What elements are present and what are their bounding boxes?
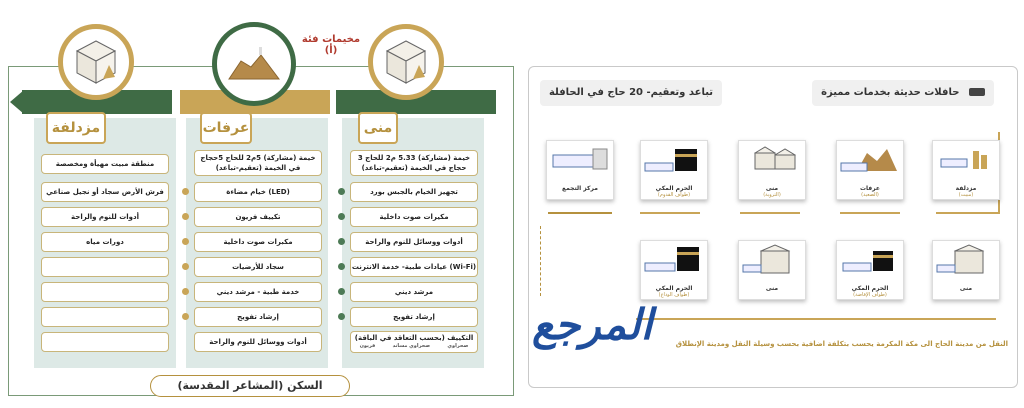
category-title-line2: (أ) [324, 45, 338, 56]
mina-item-8-label: التكييف (بحسب التعاقد في الباقة) [354, 334, 474, 342]
route-line [840, 212, 900, 214]
route-line [548, 212, 612, 214]
arafat-item-6: خدمة طبية - مرشد ديني [194, 282, 322, 302]
cube-tent-icon-2 [373, 29, 439, 95]
gathering-bus-icon [547, 141, 613, 181]
cube-tent-icon-3 [933, 241, 999, 281]
stop-haram-sub: (طواف القدوم) [657, 192, 691, 198]
muzdalifah-item-3: أدوات للنوم والراحة [41, 207, 169, 227]
dashed-connector [540, 226, 541, 296]
stop-gathering [546, 140, 614, 200]
muzdalifah-item-7 [41, 307, 169, 327]
mountain-bus-icon [837, 141, 903, 181]
cube-tent-icon [63, 29, 129, 95]
muzdalifah-item-6 [41, 282, 169, 302]
muzdalifah-item-2: فرش الأرض سجاد أو نجيل صناعي [41, 182, 169, 202]
dot [338, 288, 345, 295]
bus-header [812, 80, 994, 106]
stop-gathering-label: مركز التجمع [562, 185, 598, 192]
dot [338, 313, 345, 320]
route-line [740, 212, 800, 214]
muzdalifah-item-4: دورات مياه [41, 232, 169, 252]
stop-arafat-label: عرفات [859, 185, 881, 192]
category-title [296, 34, 366, 56]
mina-item-8 [350, 331, 478, 353]
header-muzdalifah [46, 112, 106, 144]
mina-item-8-sublabels [351, 342, 477, 350]
arafat-item-4: مكبرات صوت داخلية [194, 232, 322, 252]
stop-haram [640, 140, 708, 200]
kaaba-icon [641, 141, 707, 181]
dot [182, 238, 189, 245]
dot [182, 263, 189, 270]
kaaba-icon-3 [641, 241, 707, 281]
arafat-item-1: خيمة (مشاركة) 5م2 للحاج 5حجاج في الخيمة (تعقيم-تباعد) [194, 150, 322, 176]
mina-item-3: مكيرات صوت داخلية [350, 207, 478, 227]
route-line [640, 212, 700, 214]
stop-muzdalifah [932, 140, 1000, 200]
bus-icon [969, 88, 985, 96]
mountain-icon [217, 27, 291, 101]
accommodation-footer: السكن (المشاعر المقدسة) [150, 375, 350, 397]
stop-haram-label: الحرم المكي [655, 185, 693, 192]
stop-haram-2-sub: (طواف الإفاضة) [853, 292, 887, 298]
category-title-line1: مخيمات فئة [301, 34, 361, 45]
stop-mina-sub: (التروية) [763, 192, 781, 198]
ribbon-arrow-left [10, 90, 24, 114]
stop-haram-3-sub: (طواف الوداع) [658, 292, 690, 298]
stop-haram-2 [836, 240, 904, 300]
transport-note: النقل من مدينة الحاج الى مكة المكرمة يحسب بتكلفة اضافية بحسب وسيلة النقل ومدينة الإنطلاق [675, 340, 1008, 348]
stop-haram-3-label: الحرم المكي [655, 285, 693, 292]
mina-item-4: أدوات ووسائل للنوم والراحة [350, 232, 478, 252]
arafat-mountain-icon [212, 22, 296, 106]
arafat-item-5: سجاد للأرضيات [194, 257, 322, 277]
bus-header-label: حافلات حديثة بخدمات مميزة [821, 87, 960, 98]
stop-mina [738, 140, 806, 200]
route-line [936, 212, 1000, 214]
sublabel-desert: صحراوي [447, 343, 469, 349]
tent-camp-icon [58, 24, 134, 100]
kaaba-icon-2 [837, 241, 903, 281]
stop-haram-3 [640, 240, 708, 300]
arafat-item-7: إرشاد تفويج [194, 307, 322, 327]
stop-arafat [836, 140, 904, 200]
stop-mina-3 [738, 240, 806, 300]
dot [182, 213, 189, 220]
watermark-logo: المرجع [532, 300, 653, 349]
header-mina [358, 112, 398, 144]
mina-item-1: خيمة (مشاركة) 5.33 م2 للحاج 3 حجاج في الخيمة (تعقيم-تباعد) [350, 150, 478, 176]
stop-mina-2-label: منى [959, 285, 973, 292]
mina-item-6: مرشد ديني [350, 282, 478, 302]
header-mina-label: منى [363, 120, 393, 136]
tents-icon [739, 141, 805, 181]
stop-haram-2-label: الحرم المكي [851, 285, 889, 292]
stop-mina-2 [932, 240, 1000, 300]
dot [338, 263, 345, 270]
mina-item-7: إرشاد تفويج [350, 307, 478, 327]
dot [338, 238, 345, 245]
pilgrims-icon [933, 141, 999, 181]
dot [182, 288, 189, 295]
mina-item-5: عيادات طبية- خدمة الانترنت (Wi-Fi) [350, 257, 478, 277]
arafat-item-3: تكييف فريون [194, 207, 322, 227]
muzdalifah-item-1: منطقة مبيت مهيأة ومخصصة [41, 154, 169, 174]
dot [182, 188, 189, 195]
cube-tent-icon-4 [739, 241, 805, 281]
stop-mina-label: منى [765, 185, 779, 192]
header-muzdalifah-label: مزدلفة [51, 120, 101, 136]
dot [338, 188, 345, 195]
sublabel-freon: فريون [359, 343, 376, 349]
stop-muzdalifah-label: مزدلفة [955, 185, 977, 192]
header-arafat-label: عرفات [202, 120, 250, 136]
arafat-item-2: خيام مضاءة (LED) [194, 182, 322, 202]
route-line [636, 318, 996, 320]
stop-mina-3-label: منى [765, 285, 779, 292]
stop-arafat-sub: (الصعيد) [861, 192, 879, 198]
mina-tent-icon [368, 24, 444, 100]
header-arafat [200, 112, 252, 144]
sublabel-desert-support: صحراوي مساند [392, 343, 431, 349]
mina-item-2: تجهيز الخيام بالجبس بورد [350, 182, 478, 202]
muzdalifah-item-5 [41, 257, 169, 277]
arafat-item-8: أدوات ووسائل للنوم والراحة [194, 332, 322, 352]
dot [182, 313, 189, 320]
muzdalifah-item-8 [41, 332, 169, 352]
capacity-header: تباعد وتعقيم- 20 حاج في الحافلة [540, 80, 722, 106]
dot [338, 213, 345, 220]
stop-muzdalifah-sub: (مبيت) [958, 192, 974, 198]
